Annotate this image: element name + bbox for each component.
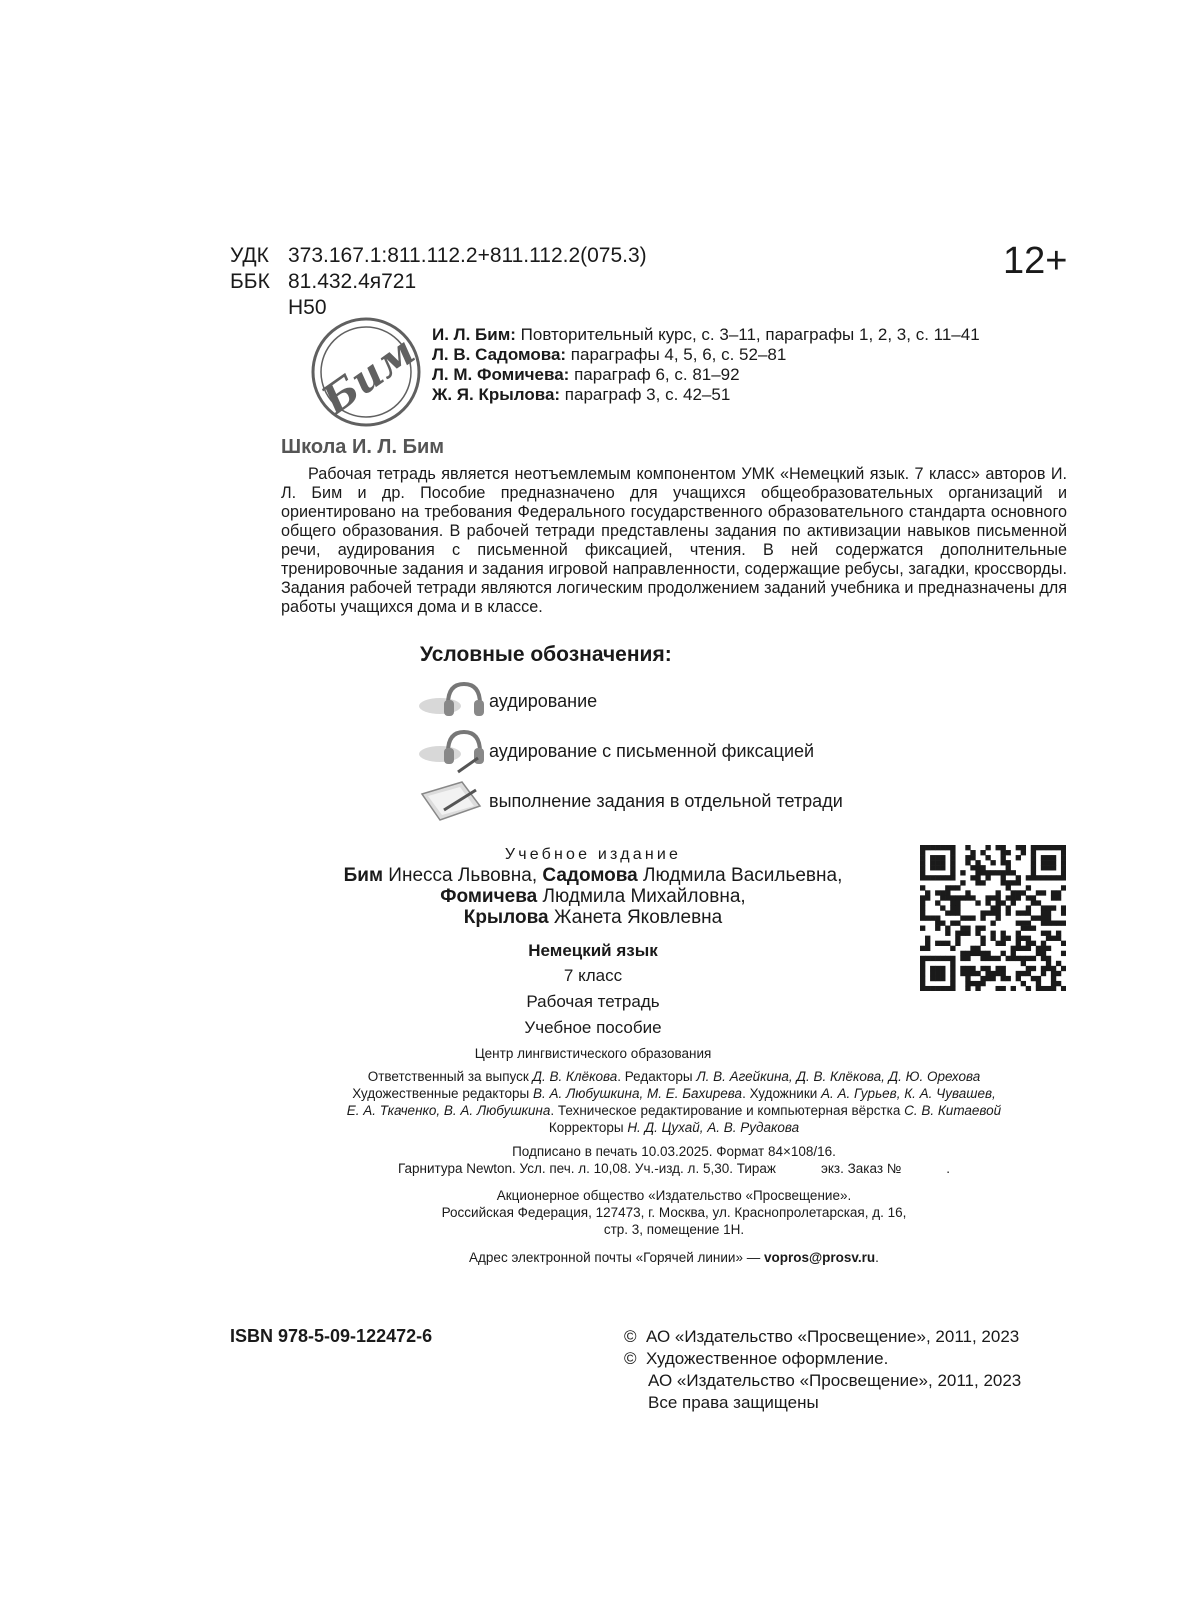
contributor-line: Ж. Я. Крылова: параграф 3, с. 42–51	[432, 385, 731, 404]
publisher-line: Российская Федерация, 127473, г. Москва, ул. Краснопролетарская, д. 16,	[441, 1205, 907, 1220]
hotline-line: Адрес электронной почты «Горячей линии» — vopros@prosv.ru.	[469, 1250, 879, 1265]
author-line: Крылова Жанета Яковлевна	[463, 907, 723, 928]
book-type: Рабочая тетрадь	[526, 992, 660, 1011]
publisher-center: Центр лингвистического образования	[474, 1046, 712, 1061]
print-line: Подписано в печать 10.03.2025. Формат 84×108/16.	[512, 1144, 836, 1159]
udk-line	[230, 243, 647, 269]
book-title: Немецкий язык	[528, 941, 658, 960]
author-mark: Н50	[288, 296, 327, 319]
isbn: ISBN 978-5-09-122472-6	[230, 1326, 433, 1346]
age-rating: 12+	[1003, 240, 1068, 282]
publisher-address	[270, 1187, 1078, 1238]
copyright-line: АО «Издательство «Просвещение», 2011, 2023	[648, 1371, 1022, 1390]
legend-title: Условные обозначения:	[420, 643, 672, 666]
legend-label: аудирование	[489, 691, 598, 711]
hotline-email[interactable]: vopros@prosv.ru	[763, 1250, 876, 1265]
credit-line: Художественные редакторы В. А. Любушкина, М. Е. Бахирева. Художники А. А. Гурьев, К. А. Чувашев,	[352, 1086, 996, 1101]
udk-value: 373.167.1:811.112.2+811.112.2(075.3)	[288, 244, 647, 267]
author-line: Бим Инесса Львовна, Садомова Людмила Васильевна,	[343, 865, 843, 886]
legend-label: выполнение задания в отдельной тетради	[489, 791, 843, 811]
headphones-pen-icon	[418, 728, 484, 774]
publisher-line: Акционерное общество «Издательство «Просвещение».	[496, 1188, 852, 1203]
credits	[270, 1068, 1078, 1136]
contributor-line: Л. В. Садомова: параграфы 4, 5, 6, с. 52–81	[432, 345, 787, 364]
bbk-line	[230, 269, 416, 295]
book-kind: Учебное пособие	[524, 1018, 662, 1037]
edition-type: Учебное издание	[504, 846, 682, 863]
grade: 7 класс	[563, 966, 623, 985]
copyright-line: © АО «Издательство «Просвещение», 2011, 2023	[624, 1327, 1020, 1346]
legend-label: аудирование с письменной фиксацией	[489, 741, 815, 761]
udk-label: УДК	[230, 244, 269, 267]
contributors-list	[432, 325, 980, 405]
credit-line: Е. А. Ткаченко, В. А. Любушкина. Техническое редактирование и компьютерная вёрстка С. В. Китаевой	[346, 1103, 1002, 1118]
print-line: Гарнитура Newton. Усл. печ. л. 10,08. Уч.-изд. л. 5,30. Тираж экз. Заказ № .	[397, 1161, 951, 1176]
credit-line: Корректоры Н. Д. Цухай, А. В. Рудакова	[548, 1120, 800, 1135]
print-info	[270, 1143, 1078, 1177]
copyright-block	[624, 1326, 1021, 1414]
logo-text: Бим	[313, 327, 422, 424]
abstract: Рабочая тетрадь является неотъемлемым компонентом УМК «Немецкий язык. 7 класс» авторов И. Л. Бим и др. Пособие предназначено для учащихся общеобразовательных организаций и ориентировано на требования Федерального государственного образовательного стандарта основного общего образования. В рабочей тетради представлены задания по активизации навыков письменной речи, аудирования с письменной фиксацией, чтения. В ней содержатся дополнительные тренировочные задания и задания игровой направленности, содержащие ребусы, загадки, кроссворды. Задания рабочей тетради являются логическим продолжением заданий учебника и предназначены для работы учащихся дома и в классе.	[281, 465, 1067, 616]
copyright-line: © Художественное оформление.	[624, 1349, 889, 1368]
bim-logo	[310, 316, 422, 428]
qr-code	[920, 845, 1066, 991]
copyright-line: Все права защищены	[648, 1393, 819, 1412]
publisher-line: стр. 3, помещение 1Н.	[603, 1222, 745, 1237]
author-line: Фомичева Людмила Михайловна,	[440, 886, 746, 907]
notebook-pen-icon	[418, 776, 484, 824]
bbk-value: 81.432.4я721	[288, 270, 417, 293]
credit-line: Ответственный за выпуск Д. В. Клёкова. Редакторы Л. В. Агейкина, Д. В. Клёкова, Д. Ю. Орехова	[367, 1069, 981, 1084]
series-title: Школа И. Л. Бим	[281, 436, 445, 458]
contributor-line: И. Л. Бим: Повторительный курс, с. 3–11, параграфы 1, 2, 3, с. 11–41	[432, 325, 980, 344]
bbk-label: ББК	[230, 270, 270, 293]
contributor-line: Л. М. Фомичева: параграф 6, с. 81–92	[432, 365, 740, 384]
headphones-icon	[418, 680, 484, 722]
